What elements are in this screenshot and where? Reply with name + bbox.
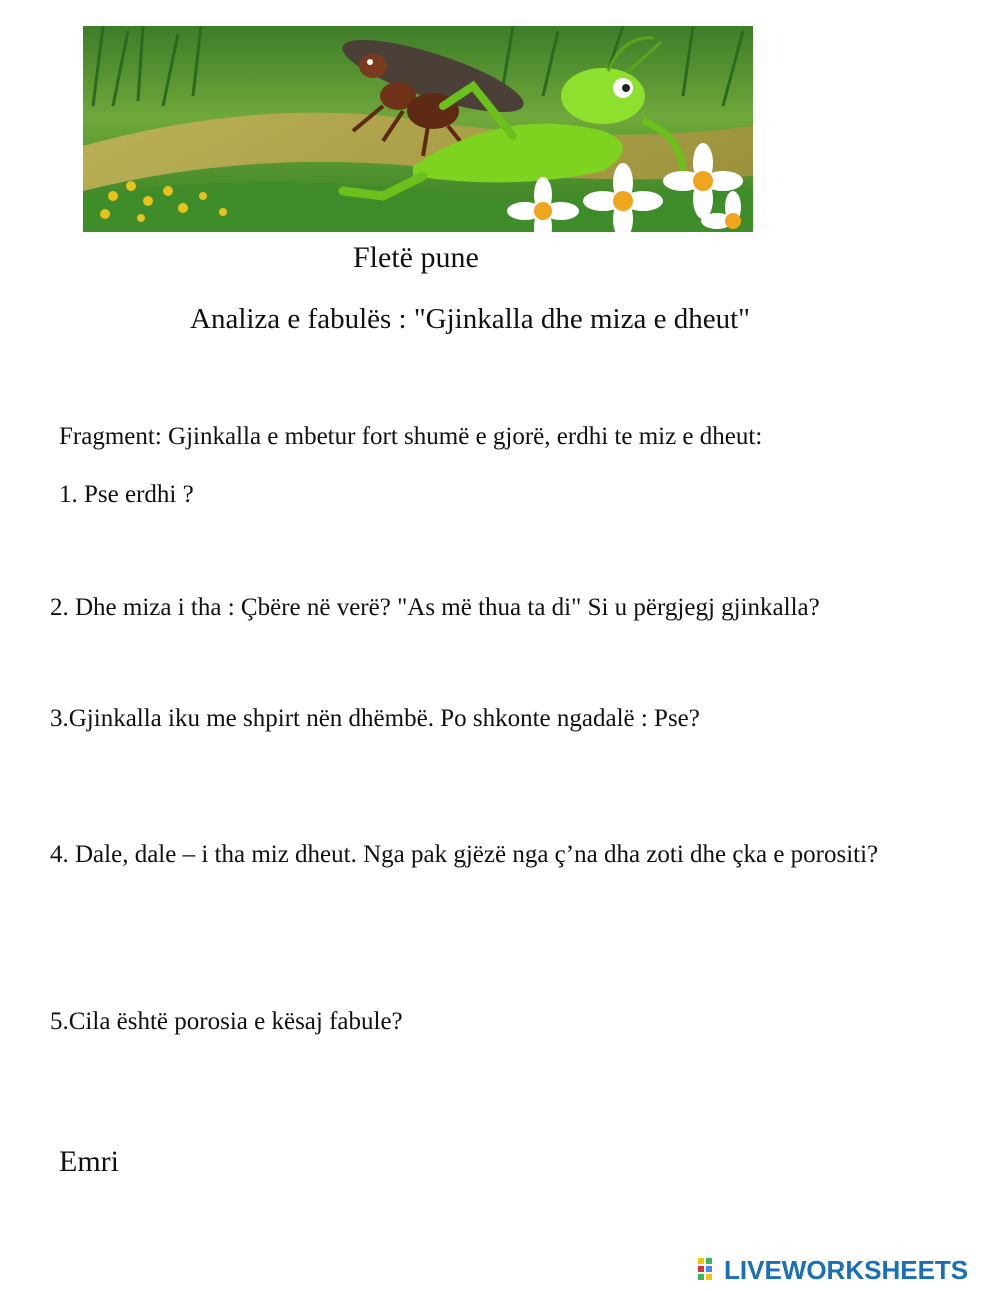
liveworksheets-logo-text: LIVEWORKSHEETS: [724, 1254, 969, 1285]
liveworksheets-logo: [698, 1255, 968, 1285]
question-5: 5.Cila është porosia e kësaj fabule?: [50, 1008, 403, 1035]
name-label: Emri: [59, 1145, 119, 1178]
question-2: 2. Dhe miza i tha : Çbëre në verë? "As më thua ta di" Si u përgjegj gjinkalla?: [50, 594, 820, 621]
question-3: 3.Gjinkalla iku me shpirt nën dhëmbë. Po shkonte ngadalë : Pse?: [50, 705, 700, 732]
question-1: 1. Pse erdhi ?: [59, 481, 194, 508]
fragment-text: Fragment: Gjinkalla e mbetur fort shumë e gjorë, erdhi te miz e dheut:: [59, 423, 763, 450]
liveworksheets-logo-icon: [698, 1258, 720, 1282]
question-4: 4. Dale, dale – i tha miz dheut. Nga pak gjëzë nga ç’na dha zoti dhe çka e porositi?: [50, 841, 879, 868]
fable-illustration: [83, 26, 753, 232]
page-title: Fletë pune: [353, 241, 479, 274]
worksheet-subtitle: Analiza e fabulës : "Gjinkalla dhe miza e dheut": [190, 303, 750, 335]
